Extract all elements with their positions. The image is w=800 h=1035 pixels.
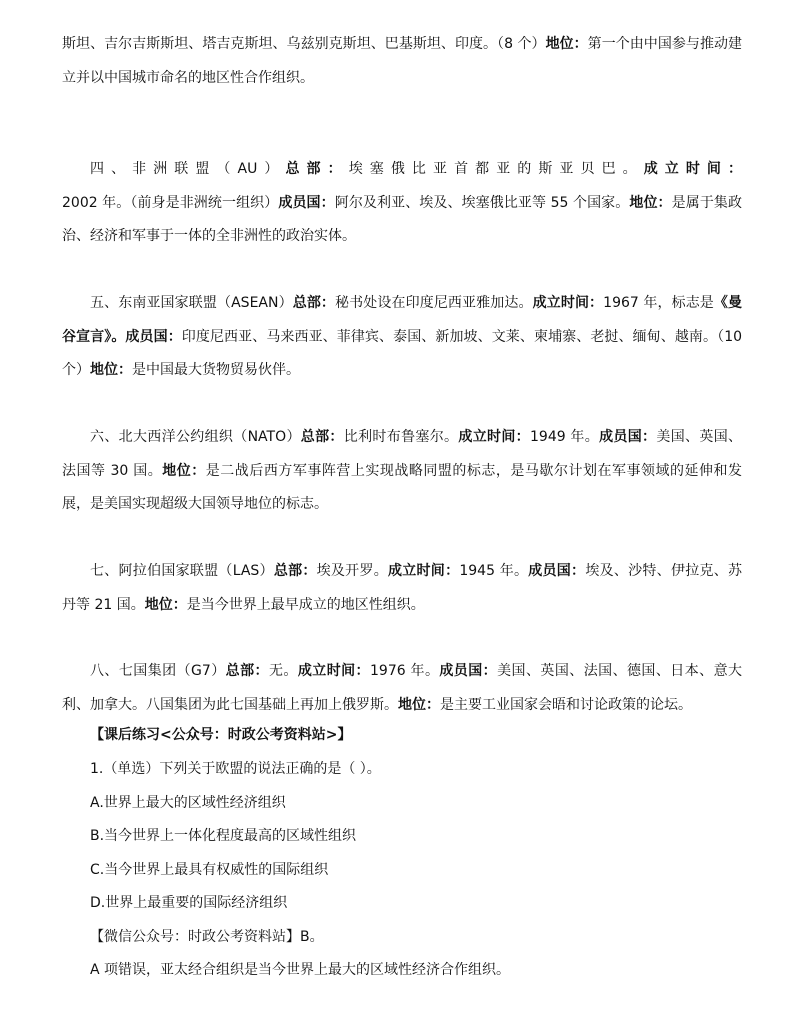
field-text: 是当今世界上最早成立的地区性组织。: [186, 596, 425, 613]
field-label: 成立时间：: [388, 563, 460, 579]
field-text: 1949 年。: [530, 429, 600, 445]
field-text: 印度尼西亚、马来西亚、菲律宾、泰国、新加坡、文莱、柬埔寨、老挝、缅甸、越南。（10 个）: [62, 328, 743, 378]
field-text: 美国、英国、法国等 30 国。: [62, 429, 743, 479]
field-label: 地位：: [398, 696, 440, 713]
las-paragraph: [62, 555, 742, 622]
field-label: 地位：: [162, 462, 206, 479]
field-label: 成立时间：: [643, 161, 743, 177]
option-c: C.当今世界上最具有权威性的国际组织: [90, 862, 329, 878]
asean-paragraph: [62, 287, 742, 388]
question-text: 1.（单选）下列关于欧盟的说法正确的是（ ）。: [90, 761, 381, 777]
field-label: 总部：: [225, 663, 269, 679]
field-text: 是二战后西方军事阵营上实现战略同盟的标志，是马歇尔计划在军事领域的延伸和发展，是美国实现超级大国领导地位的标志。: [62, 462, 743, 512]
field-label: 成员国：: [278, 194, 335, 211]
field-label: 成员国：: [599, 429, 657, 445]
field-text: 埃及开罗。: [316, 563, 388, 579]
sco-tail-paragraph: [62, 28, 742, 95]
field-text: 五、东南亚国家联盟（ASEAN）: [90, 295, 293, 311]
g7-paragraph: [62, 655, 742, 722]
field-label: 地位：: [545, 36, 588, 52]
field-label: 地位：: [90, 362, 132, 378]
field-text: 是中国最大货物贸易伙伴。: [132, 362, 300, 378]
field-label: 成立时间：: [532, 295, 604, 311]
field-label: 成立时间：: [297, 663, 370, 679]
field-text: 第一个由中国参与推动建立并以中国城市命名的地区性合作组织。: [62, 36, 743, 86]
field-label: 成员国：: [528, 563, 586, 579]
answer-line: 【微信公众号：时政公考资料站】B。: [90, 929, 324, 945]
field-text: 七、阿拉伯国家联盟（LAS）: [90, 563, 274, 579]
au-paragraph: [62, 153, 742, 254]
nato-paragraph: [62, 421, 742, 522]
field-label: 地位：: [144, 596, 187, 613]
field-text: 是属于集政治、经济和军事于一体的全非洲性的政治实体。: [62, 194, 743, 244]
field-text: 八、七国集团（G7）: [90, 663, 226, 679]
field-label: 《曼谷宣言》。成员国：: [62, 295, 743, 345]
option-d: D.世界上最重要的国际经济组织: [90, 895, 288, 911]
field-label: 地位：: [629, 194, 672, 211]
field-text: 六、北大西洋公约组织（NATO）: [90, 429, 301, 445]
field-text: 1945 年。: [459, 563, 529, 579]
field-text: 斯坦、吉尔吉斯斯坦、塔吉克斯坦、乌兹别克斯坦、巴基斯坦、印度。（8 个）: [62, 36, 546, 52]
option-a: A.世界上最大的区域性经济组织: [90, 795, 286, 811]
field-text: 埃及、沙特、伊拉克、苏丹等 21 国。: [62, 563, 743, 613]
field-text: 2002 年。（前身是非洲统一组织）: [62, 194, 279, 211]
field-text: 1967 年，标志是: [603, 295, 714, 311]
field-label: 总部：: [273, 563, 317, 579]
field-text: 美国、英国、法国、德国、日本、意大利、加拿大。八国集团为此七国基础上再加上俄罗斯。: [62, 663, 743, 713]
field-text: 阿尔及利亚、埃及、埃塞俄比亚等 55 个国家。: [334, 194, 630, 211]
field-label: 成立时间：: [458, 429, 531, 445]
exercise-heading: 【课后练习<公众号：时政公考资料站>】: [90, 727, 352, 743]
field-text: 无。: [268, 663, 298, 679]
field-text: 秘书处设在印度尼西亚雅加达。: [335, 295, 533, 311]
field-label: 成员国：: [439, 663, 498, 679]
field-text: 1976 年。: [370, 663, 440, 679]
field-text: 是主要工业国家会晤和讨论政策的论坛。: [440, 696, 692, 713]
field-label: 总部：: [285, 161, 349, 177]
field-text: 埃塞俄比亚首都亚的斯亚贝巴。: [348, 161, 644, 177]
field-text: 四、非洲联盟（AU）: [90, 161, 286, 177]
field-label: 总部：: [300, 429, 344, 445]
field-text: 比利时布鲁塞尔。: [343, 429, 459, 445]
explanation-line: A 项错误，亚太经合组织是当今世界上最大的区域性经济合作组织。: [90, 962, 511, 978]
option-b: B.当今世界上一体化程度最高的区域性组织: [90, 828, 357, 844]
field-label: 总部：: [292, 295, 336, 311]
